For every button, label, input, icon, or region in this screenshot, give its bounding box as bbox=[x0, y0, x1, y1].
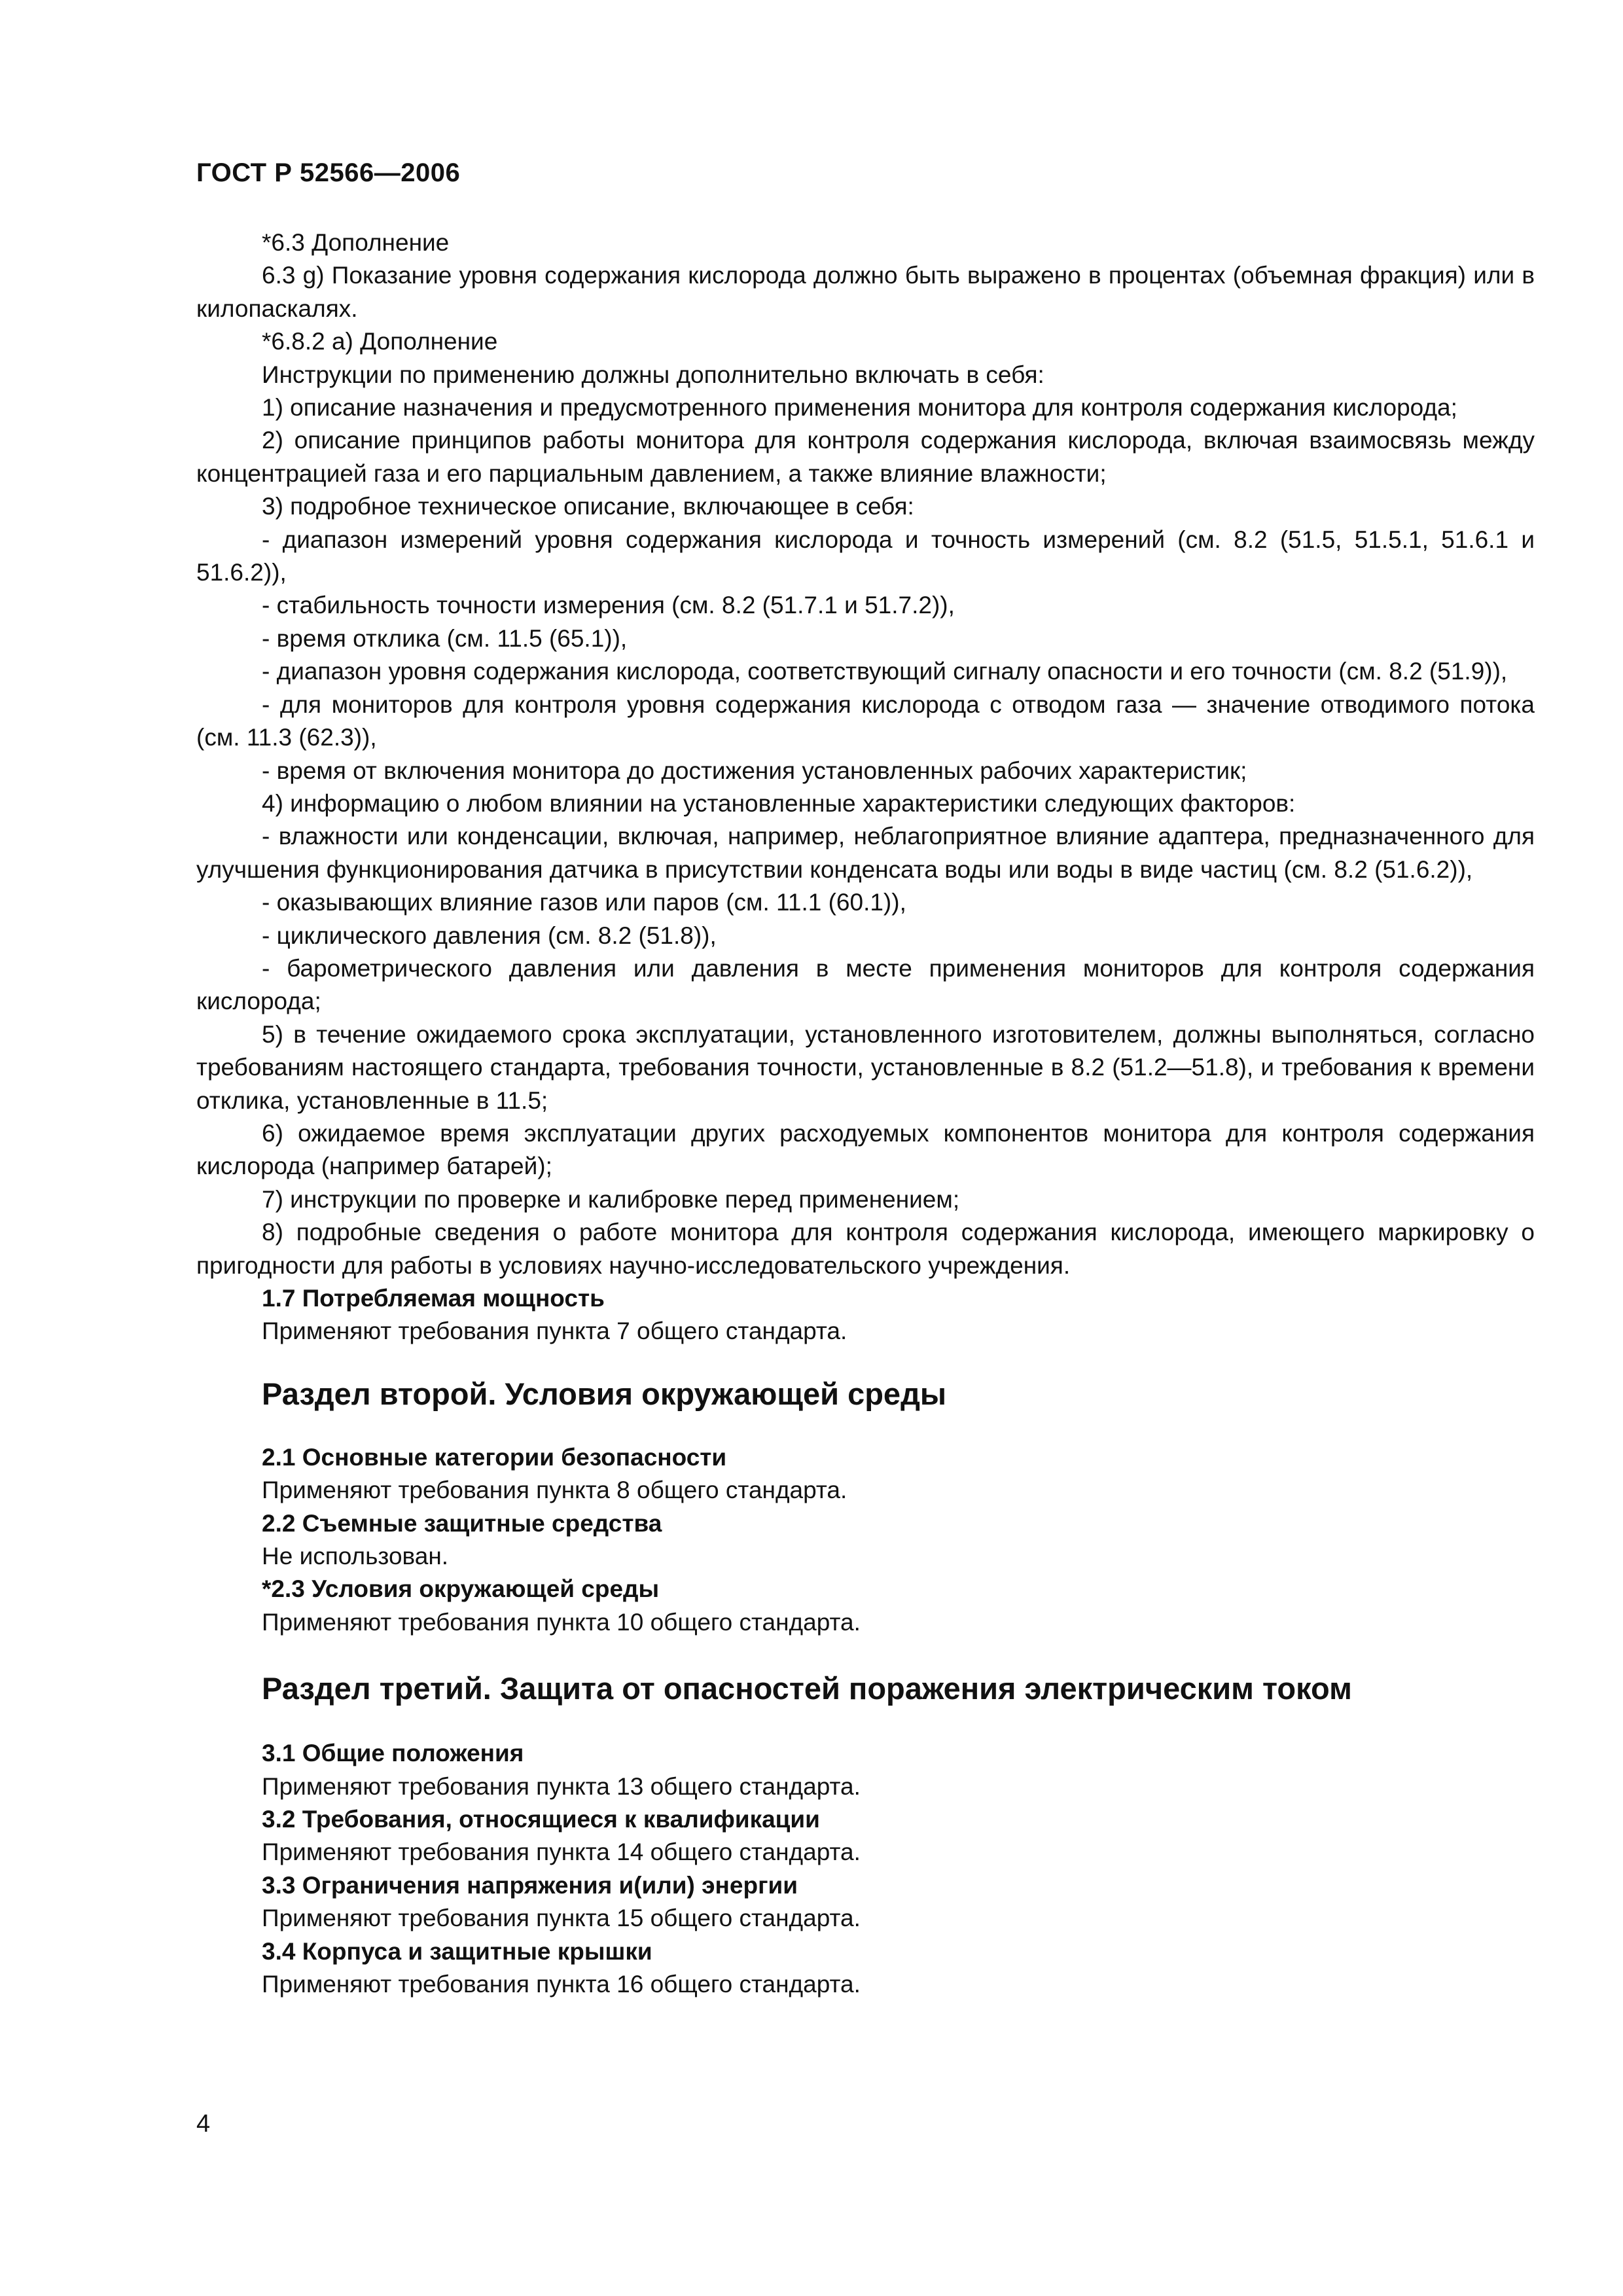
section-title: Раздел третий. Защита от опасностей поражения электрическим током bbox=[262, 1671, 1352, 1706]
paragraph: 3) подробное техническое описание, включающее в себя: bbox=[262, 493, 914, 520]
paragraph: 4) информацию о любом влиянии на установленные характеристики следующих факторов: bbox=[262, 789, 1296, 817]
paragraph: 8) подробные сведения о работе монитора для контроля содержания кислорода, имеющего маркировку о пригодности для работы в условиях научно-исследовательского учреждения. bbox=[196, 1219, 1535, 1279]
document-header: ГОСТ Р 52566—2006 bbox=[196, 158, 461, 187]
paragraph: Применяют требования пункта 16 общего стандарта. bbox=[262, 1971, 861, 1998]
subsection-heading: 2.1 Основные категории безопасности bbox=[262, 1443, 727, 1471]
document-body bbox=[196, 226, 1535, 2001]
paragraph: - диапазон уровня содержания кислорода, соответствующий сигналу опасности и его точности (см. 8.2 (51.9)), bbox=[262, 658, 1508, 685]
paragraph: Применяют требования пункта 13 общего стандарта. bbox=[262, 1772, 861, 1800]
paragraph: - барометрического давления или давления в месте применения мониторов для контроля содержания кислорода; bbox=[196, 954, 1535, 1015]
subsection-heading: *2.3 Условия окружающей среды bbox=[262, 1575, 660, 1603]
paragraph: Применяют требования пункта 15 общего стандарта. bbox=[262, 1905, 861, 1932]
subsection-heading: 2.2 Съемные защитные средства bbox=[262, 1509, 662, 1537]
subsection-heading: 3.2 Требования, относящиеся к квалификации bbox=[262, 1806, 820, 1833]
paragraph: 6.3 g) Показание уровня содержания кислорода должно быть выражено в процентах (объемная фракция) или в килопаскалях. bbox=[196, 262, 1535, 322]
paragraph: 1) описание назначения и предусмотренного применения монитора для контроля содержания кислорода; bbox=[262, 394, 1457, 422]
paragraph: 2) описание принципов работы монитора для контроля содержания кислорода, включая взаимосвязь между концентрацией газа и его парциальным давлением, а также влияние влажности; bbox=[196, 427, 1535, 487]
subsection-heading: 3.1 Общие положения bbox=[262, 1740, 524, 1767]
section-title: Раздел второй. Условия окружающей среды bbox=[262, 1376, 947, 1411]
paragraph: Применяют требования пункта 14 общего стандарта. bbox=[262, 1839, 861, 1866]
paragraph: - влажности или конденсации, включая, например, неблагоприятное влияние адаптера, предназначенного для улучшения функционирования датчика в присутствии конденсата воды или воды в виде частиц (см. 8.2 (51.6.2)), bbox=[196, 823, 1535, 883]
paragraph: Применяют требования пункта 8 общего стандарта. bbox=[262, 1477, 847, 1504]
page-number: 4 bbox=[196, 2110, 211, 2138]
paragraph: *6.8.2 а) Дополнение bbox=[262, 328, 498, 355]
paragraph: Не использован. bbox=[262, 1543, 449, 1570]
paragraph: Применяют требования пункта 10 общего стандарта. bbox=[262, 1608, 861, 1636]
paragraph: - для мониторов для контроля уровня содержания кислорода с отводом газа — значение отводимого потока (см. 11.3 (62.3)), bbox=[196, 691, 1535, 751]
paragraph: - диапазон измерений уровня содержания кислорода и точность измерений (см. 8.2 (51.5, 51.5.1, 51.6.1 и 51.6.2)), bbox=[196, 526, 1535, 586]
paragraph: - время от включения монитора до достижения установленных рабочих характеристик; bbox=[262, 757, 1247, 784]
subsection-heading: 3.3 Ограничения напряжения и(или) энергии bbox=[262, 1871, 798, 1899]
subsection-heading: 1.7 Потребляемая мощность bbox=[262, 1285, 605, 1312]
paragraph: *6.3 Дополнение bbox=[262, 229, 450, 256]
subsection-heading: 3.4 Корпуса и защитные крышки bbox=[262, 1937, 652, 1965]
paragraph: - стабильность точности измерения (см. 8.2 (51.7.1 и 51.7.2)), bbox=[262, 592, 955, 619]
paragraph: Инструкции по применению должны дополнительно включать в себя: bbox=[262, 361, 1044, 388]
paragraph: - оказывающих влияние газов или паров (см. 11.1 (60.1)), bbox=[262, 889, 906, 916]
paragraph: - время отклика (см. 11.5 (65.1)), bbox=[262, 624, 628, 652]
paragraph: - циклического давления (см. 8.2 (51.8)), bbox=[262, 922, 717, 949]
paragraph: 5) в течение ожидаемого срока эксплуатации, установленного изготовителем, должны выполняться, согласно требованиям настоящего стандарта, требования точности, установленные в 8.2 (51.2—51.8), и требования к времени отклика, установленные в 11.5; bbox=[196, 1020, 1535, 1114]
paragraph: Применяют требования пункта 7 общего стандарта. bbox=[262, 1318, 847, 1345]
paragraph: 7) инструкции по проверке и калибровке перед применением; bbox=[262, 1185, 960, 1213]
paragraph: 6) ожидаемое время эксплуатации других расходуемых компонентов монитора для контроля содержания кислорода (например батарей); bbox=[196, 1119, 1535, 1180]
